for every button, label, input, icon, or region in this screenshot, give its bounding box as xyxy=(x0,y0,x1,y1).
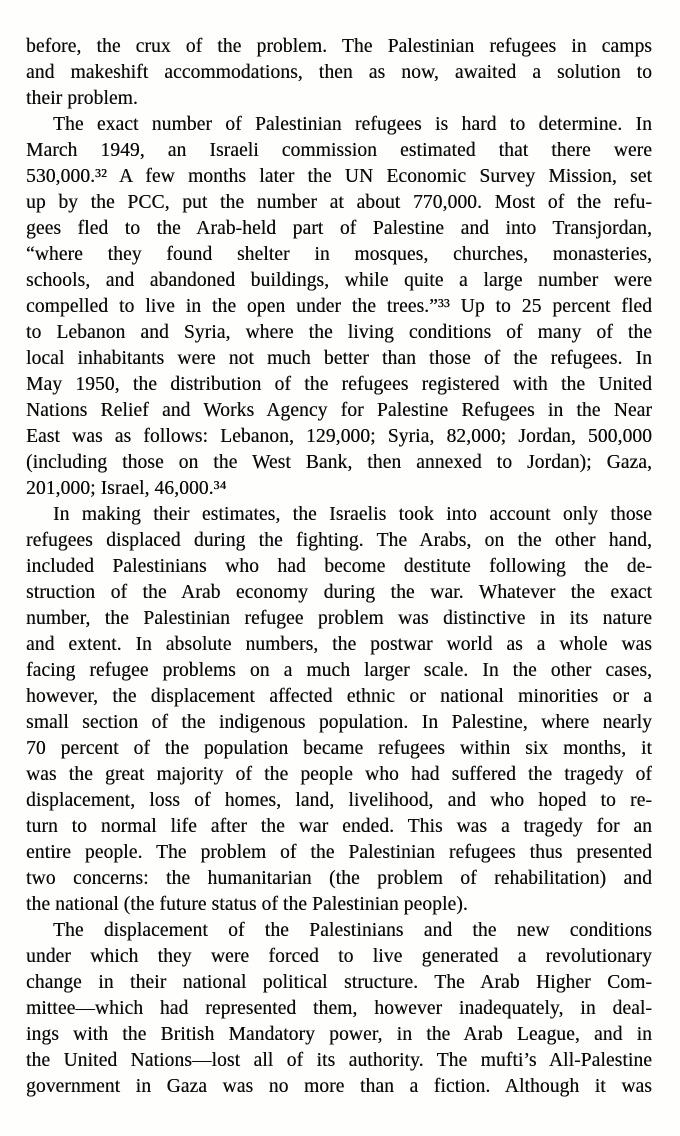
text-line: the United Nations—lost all of its authority. The mufti’s All-Palestine xyxy=(26,1050,652,1071)
text-line: government in Gaza was no more than a fiction. Although it was xyxy=(26,1076,652,1097)
text-line: refugees displaced during the fighting. The Arabs, on the other hand, xyxy=(26,530,652,551)
text-line: before, the crux of the problem. The Palestinian refugees in camps xyxy=(26,36,652,57)
text-line: schools, and abandoned buildings, while quite a large number were xyxy=(26,270,652,291)
text-line: and makeshift accommodations, then as now, awaited a solution to xyxy=(26,62,652,83)
text-line: March 1949, an Israeli commission estimated that there were xyxy=(26,140,652,161)
text-line: (including those on the West Bank, then annexed to Jordan); Gaza, xyxy=(26,452,652,473)
text-line: ings with the British Mandatory power, in the Arab League, and in xyxy=(26,1024,652,1045)
text-line: however, the displacement affected ethnic or national minorities or a xyxy=(26,686,652,707)
text-line: their problem. xyxy=(26,88,138,109)
text-line: was the great majority of the people who had suffered the tragedy of xyxy=(26,764,652,785)
text-line: entire people. The problem of the Palestinian refugees thus presented xyxy=(26,842,652,863)
text-line: included Palestinians who had become destitute following the de- xyxy=(26,556,652,577)
text-line: East was as follows: Lebanon, 129,000; Syria, 82,000; Jordan, 500,000 xyxy=(26,426,652,447)
text-line: mittee—which had represented them, however inadequately, in deal- xyxy=(26,998,652,1019)
text-line: and extent. In absolute numbers, the postwar world as a whole was xyxy=(26,634,652,655)
text-line: gees fled to the Arab-held part of Palestine and into Transjordan, xyxy=(26,218,652,239)
text-line: Nations Relief and Works Agency for Palestine Refugees in the Near xyxy=(26,400,652,421)
paragraph xyxy=(26,502,652,918)
paragraph xyxy=(26,918,652,1100)
text-line: local inhabitants were not much better than those of the refugees. In xyxy=(26,348,652,369)
text-line: turn to normal life after the war ended. This was a tragedy for an xyxy=(26,816,652,837)
text-line: 530,000.³² A few months later the UN Economic Survey Mission, set xyxy=(26,166,652,187)
text-line: facing refugee problems on a much larger scale. In the other cases, xyxy=(26,660,652,681)
text-line: compelled to live in the open under the trees.”³³ Up to 25 percent fled xyxy=(26,296,652,317)
text-line: up by the PCC, put the number at about 770,000. Most of the refu- xyxy=(26,192,652,213)
text-line: small section of the indigenous population. In Palestine, where nearly xyxy=(26,712,652,733)
text-line: 201,000; Israel, 46,000.³⁴ xyxy=(26,478,227,499)
text-line: The displacement of the Palestinians and the new conditions xyxy=(53,920,652,941)
text-line: “where they found shelter in mosques, churches, monasteries, xyxy=(26,244,652,265)
paragraph xyxy=(26,34,652,112)
text-line: number, the Palestinian refugee problem was distinctive in its nature xyxy=(26,608,652,629)
text-line: two concerns: the humanitarian (the problem of rehabilitation) and xyxy=(26,868,652,889)
text-line: under which they were forced to live generated a revolutionary xyxy=(26,946,652,967)
text-line: In making their estimates, the Israelis took into account only those xyxy=(53,504,652,525)
text-line: struction of the Arab economy during the war. Whatever the exact xyxy=(26,582,652,603)
text-line: change in their national political structure. The Arab Higher Com- xyxy=(26,972,652,993)
text-line: May 1950, the distribution of the refugees registered with the United xyxy=(26,374,652,395)
paragraph xyxy=(26,112,652,502)
text-line: the national (the future status of the Palestinian people). xyxy=(26,894,468,915)
text-line: displacement, loss of homes, land, livelihood, and who hoped to re- xyxy=(26,790,652,811)
text-line: 70 percent of the population became refugees within six months, it xyxy=(26,738,652,759)
text-line: to Lebanon and Syria, where the living conditions of many of the xyxy=(26,322,652,343)
text-line: The exact number of Palestinian refugees is hard to determine. In xyxy=(53,114,652,135)
